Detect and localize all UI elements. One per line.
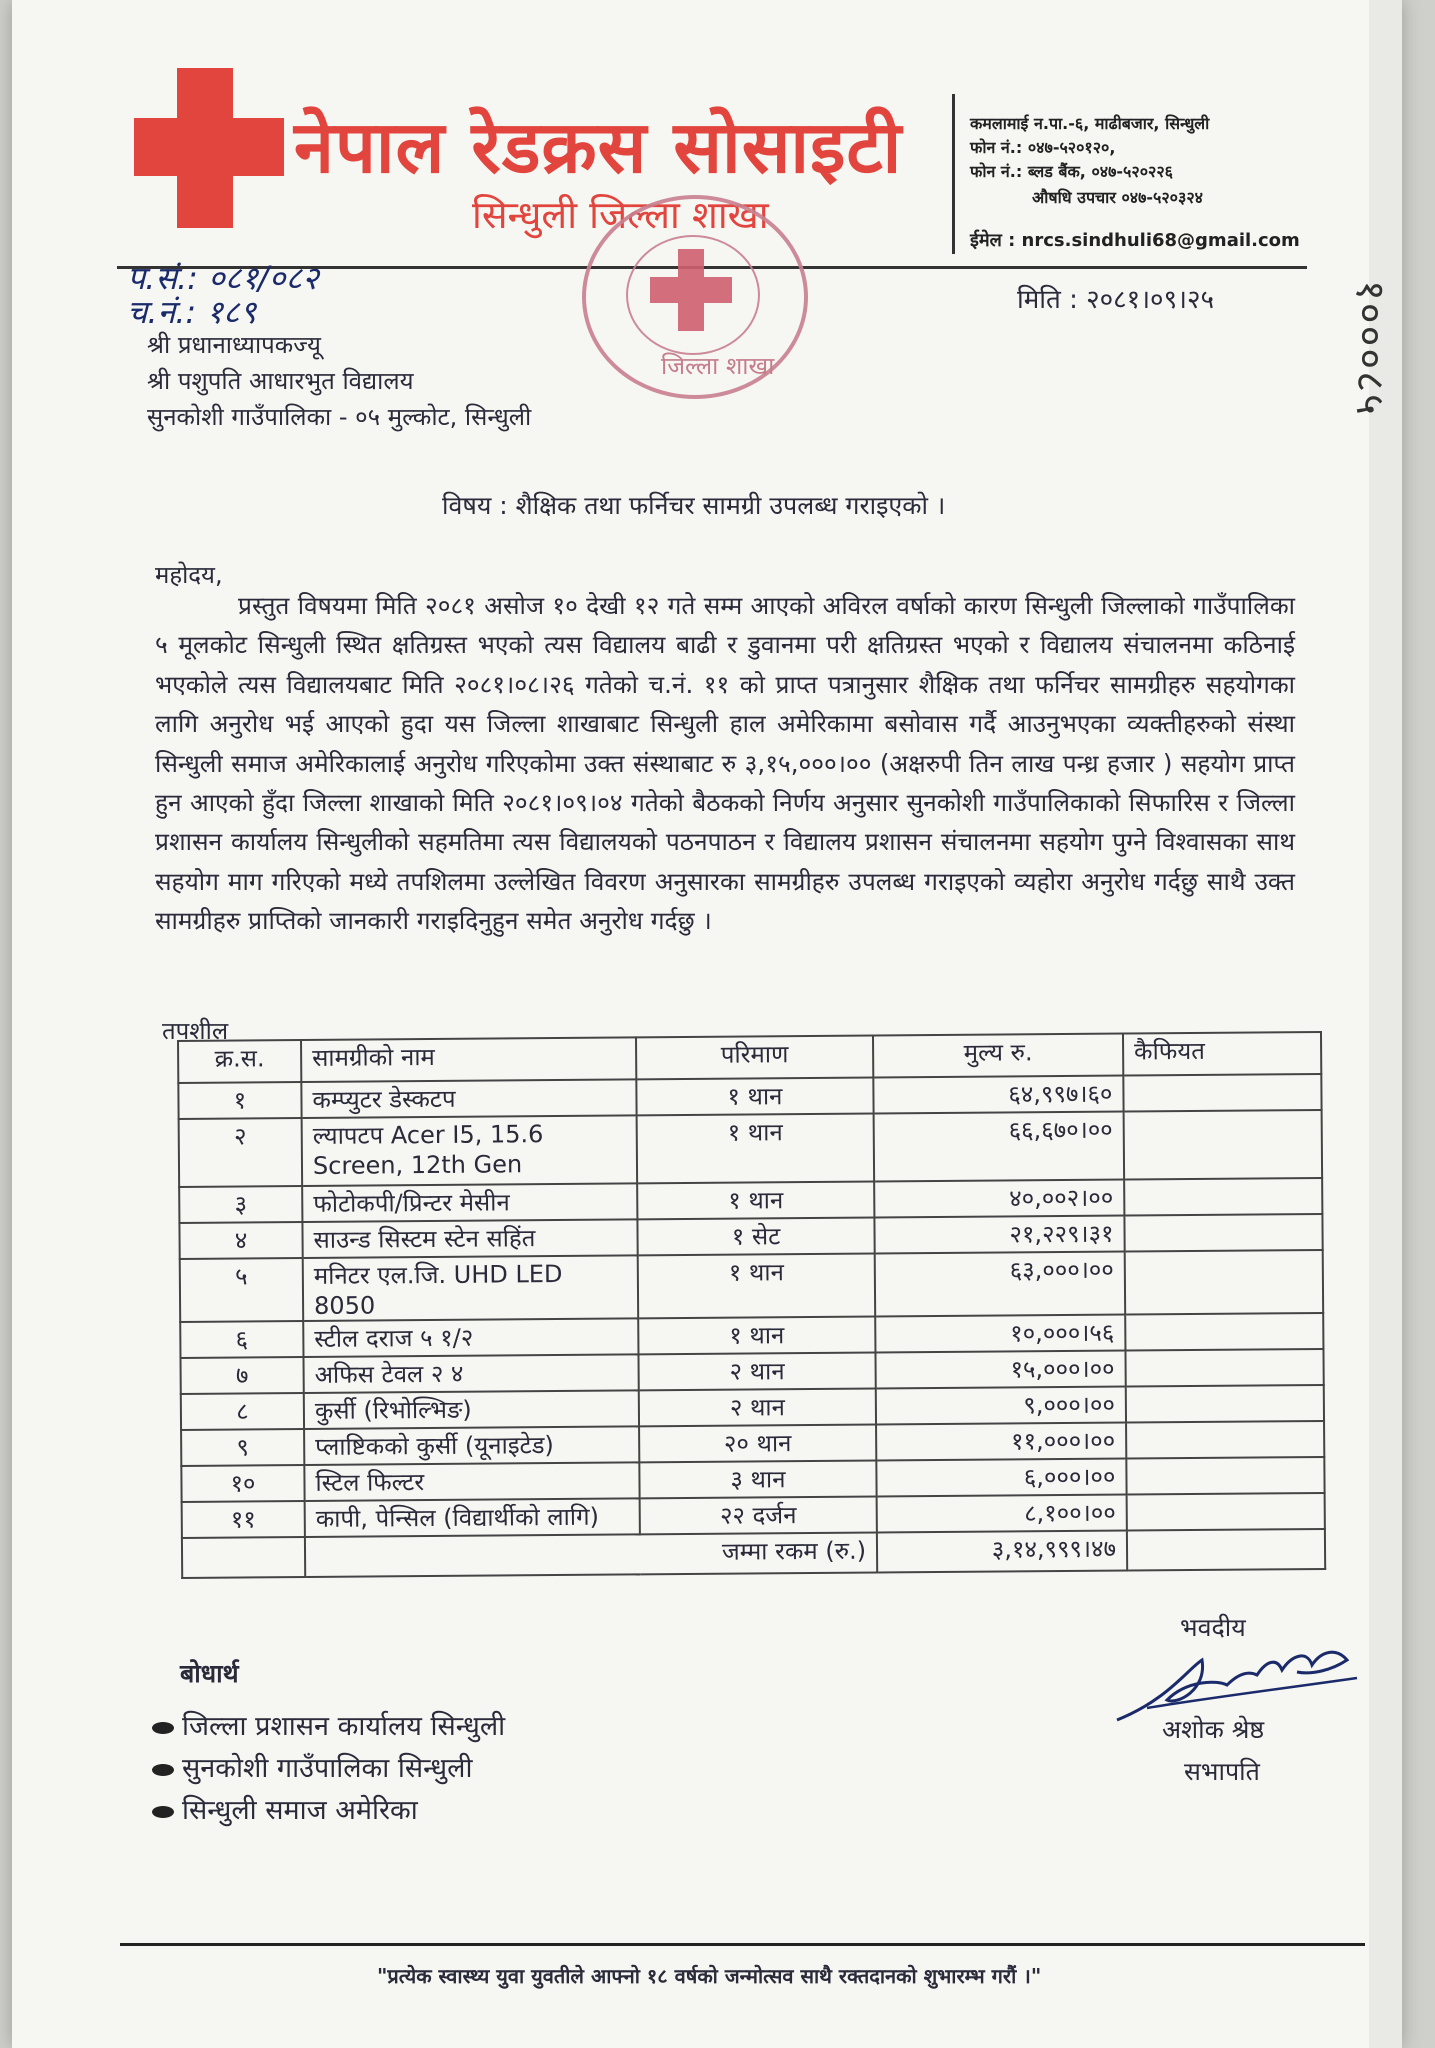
contact-address: कमलामाई न.पा.-६, माढीबजार, सिन्धुली [970, 114, 1210, 133]
cell-item-name: स्टिल फिल्टर [304, 1462, 639, 1501]
col-remarks: कैफियत [1123, 1032, 1321, 1076]
cell-serial: ५ [180, 1258, 303, 1322]
cell-item-name: मनिटर एल.जि. UHD LED 8050 [303, 1255, 638, 1321]
contact-email: ईमेल : nrcs.sindhuli68@gmail.com [970, 230, 1300, 251]
cell-price: ११,०००।०० [876, 1423, 1126, 1461]
cell-quantity: २२ दर्जन [640, 1497, 877, 1535]
cc-title: बोधार्थ [180, 1659, 239, 1688]
col-item-name: सामग्रीको नाम [301, 1037, 636, 1082]
col-quantity: परिमाण [636, 1036, 873, 1080]
items-table [177, 1031, 1326, 1579]
red-cross-logo-bar [134, 118, 284, 176]
cell-serial: ११ [182, 1501, 305, 1538]
margin-handwritten-note: १०००८५ [1347, 280, 1393, 417]
bullet-icon [152, 1764, 174, 1776]
cell-serial: १ [178, 1082, 301, 1119]
cell-price: १५,०००।०० [875, 1351, 1125, 1389]
cell-serial: ७ [180, 1357, 303, 1394]
cc-item [152, 1790, 418, 1827]
cell-empty [182, 1537, 305, 1578]
cell-quantity: २ थान [638, 1353, 875, 1391]
letter-subject: विषय : शैक्षिक तथा फर्निचर सामग्री उपलब्ध गराइएको । [442, 491, 946, 520]
letter-body: प्रस्तुत विषयमा मिति २०८१ असोज १० देखी १२ गते सम्म आएको अविरल वर्षाको कारण सिन्धुली जिल्लाको गाउँपालिका ५ मूलकोट सिन्धुली स्थित क्षतिग्रस्त भएको त्यस विद्यालय बाढी र डुवानमा परी क्षतिग्रस्त भएको र विद्यालय संचालनमा कठिनाई भएकोले त्यस विद्यालयबाट मिति २०८१।०८।२६ गतेको च.नं. ११ को प्राप्त पत्रानुसार शैक्षिक तथा फर्निचर सामग्रीहरु सहयोगका लागि अनुरोध भई आएको हुदा यस जिल्ला शाखाबाट सिन्धुली हाल अमेरिकामा बसोवास गर्दै आउनुभएका व्यक्तीहरुको संस्था सिन्धुली समाज अमेरिकालाई अनुरोध गरिएकोमा उक्त संस्थाबाट रु ३,१५,०००।०० (अक्षरुपी तिन लाख पन्ध्र हजार ) सहयोग प्राप्त हुन आएको हुँदा जिल्ला शाखाको मिति २०८१।०९।०४ गतेको बैठकको निर्णय अनुसार सुनकोशी गाउँपालिकाको सिफारिस र जिल्ला प्रशासन कार्यालय सिन्धुलीको सहमतिमा त्यस विद्यालयको पठनपाठन र विद्यालय प्रशासन संचालनमा सहयोग पुग्ने विश्वासका साथ सहयोग माग गरिएको मध्ये तपशिलमा उल्लेखित विवरण अनुसारका सामग्रीहरु उपलब्ध गराइएको व्यहोरा अनुरोध गर्दछु साथै उक्त सामग्रीहरु प्राप्तिको जानकारी गराइदिनुहुन समेत अनुरोध गर्दछु । [155, 591, 1295, 936]
salutation: महोदय, [155, 561, 223, 589]
signer-name: अशोक श्रेष्ठ [1162, 1715, 1265, 1744]
table-row [179, 1110, 1322, 1187]
cc-item [152, 1706, 505, 1743]
header-divider [952, 94, 955, 254]
cell-serial: १० [181, 1465, 304, 1502]
footer-slogan: "प्रत्येक स्वास्थ्य युवा युवतीले आफ्नो १८ वर्षको जन्मोत्सव साथै रक्तदानको शुभारम्भ गरौं ।" [377, 1964, 1042, 1988]
cell-item-name: कम्प्युटर डेस्कटप [301, 1079, 636, 1118]
cell-remarks [1123, 1074, 1321, 1112]
cell-price: २१,२२९।३१ [874, 1216, 1124, 1254]
cell-empty [1127, 1529, 1325, 1571]
cell-price: ६३,०००।०० [875, 1252, 1125, 1317]
cell-quantity: १ थान [637, 1182, 874, 1220]
cell-serial: ६ [180, 1321, 303, 1358]
letter-sheet [12, 0, 1402, 2048]
table-caption: तपशील [162, 1017, 229, 1045]
cell-quantity: २ थान [639, 1389, 876, 1427]
letter-date: मिति : २०८१।०९।२५ [1017, 285, 1214, 315]
cell-item-name: अफिस टेवल २ ४ [303, 1354, 638, 1393]
reference-number: प.सं.: ०८१/०८२ [127, 259, 319, 297]
recipient-line: श्री प्रधानाध्यापकज्यू [147, 331, 321, 359]
cell-quantity: १ सेट [637, 1218, 874, 1256]
total-value: ३,१४,९९९।४७ [877, 1531, 1127, 1573]
cc-item-text: जिल्ला प्रशासन कार्यालय सिन्धुली [182, 1711, 506, 1742]
cell-serial: ९ [181, 1429, 304, 1466]
cell-quantity: १ थान [636, 1078, 873, 1116]
cell-item-name: फोटोकपी/प्रिन्टर मेसीन [302, 1183, 637, 1222]
cell-remarks [1124, 1178, 1322, 1216]
cell-remarks [1124, 1214, 1322, 1252]
bullet-icon [152, 1722, 174, 1734]
col-price: मुल्य रु. [873, 1034, 1123, 1078]
cell-quantity: १ थान [638, 1254, 875, 1319]
organization-name: नेपाल रेडक्रस सोसाइटी [294, 105, 903, 189]
cell-price: ४०,००२।०० [874, 1180, 1124, 1218]
cell-remarks [1125, 1313, 1323, 1351]
cell-item-name: साउन्ड सिस्टम स्टेन सहिंत [302, 1219, 637, 1258]
dispatch-number: च.नं.: १८९ [127, 293, 257, 331]
cc-item [152, 1748, 472, 1785]
cell-serial: ३ [179, 1186, 302, 1223]
closing: भवदीय [1180, 1613, 1246, 1642]
cc-item-text: सिन्धुली समाज अमेरिका [182, 1795, 418, 1826]
office-stamp [582, 195, 808, 399]
cell-remarks [1126, 1421, 1324, 1459]
contact-blood-bank: फोन नं.: ब्लड बैंक, ०४७-५२०२२६ [970, 162, 1173, 181]
cell-remarks [1124, 1110, 1323, 1180]
contact-medicine: औषधि उपचार ०४७-५२०३२४ [1032, 188, 1203, 207]
cell-price: ६६,६७०।०० [874, 1112, 1125, 1182]
cell-serial: २ [179, 1118, 303, 1187]
cell-remarks [1126, 1457, 1324, 1495]
total-label: जम्मा रकम (रु.) [305, 1533, 877, 1577]
cell-quantity: २० थान [639, 1425, 876, 1463]
cell-remarks [1125, 1250, 1323, 1315]
cell-item-name: ल्यापटप Acer I5, 15.6 Screen, 12th Gen [302, 1115, 638, 1186]
bullet-icon [152, 1806, 174, 1818]
table-total-row [182, 1529, 1325, 1578]
stamp-text: जिल्ला शाखा [661, 352, 775, 380]
cell-serial: ८ [181, 1393, 304, 1430]
cell-price: ९,०००।०० [876, 1387, 1126, 1425]
recipient-line: श्री पशुपति आधारभुत विद्यालय [147, 367, 414, 395]
branch-name: सिन्धुली जिल्ला शाखा [472, 193, 769, 237]
cell-item-name: स्टील दराज ५ १/२ [303, 1318, 638, 1357]
cell-remarks [1126, 1385, 1324, 1423]
cell-quantity: ३ थान [639, 1461, 876, 1499]
cell-price: १०,०००।५६ [875, 1315, 1125, 1353]
recipient-line: सुनकोशी गाउँपालिका - ०५ मुल्कोट, सिन्धुली [147, 403, 532, 431]
cell-remarks [1125, 1349, 1323, 1387]
table-row [180, 1250, 1323, 1322]
cell-serial: ४ [179, 1222, 302, 1259]
cell-quantity: १ थान [638, 1317, 875, 1355]
cell-price: ८,१००।०० [877, 1495, 1127, 1533]
cell-item-name: कुर्सी (रिभोल्भिङ) [304, 1390, 639, 1429]
col-serial: क्र.स. [178, 1040, 301, 1083]
cell-price: ६,०००।०० [876, 1459, 1126, 1497]
signer-title: सभापति [1184, 1757, 1260, 1786]
cell-quantity: १ थान [637, 1114, 875, 1184]
cell-item-name: प्लाष्टिकको कुर्सी (यूनाइटेड) [304, 1426, 639, 1465]
cell-price: ६४,९९७।६० [873, 1076, 1123, 1114]
cell-item-name: कापी, पेन्सिल (विद्यार्थीको लागि) [305, 1498, 640, 1537]
stamp-cross-bar [650, 277, 732, 303]
footer-rule [120, 1943, 1365, 1946]
cc-item-text: सुनकोशी गाउँपालिका सिन्धुली [182, 1753, 473, 1784]
contact-phone: फोन नं.: ०४७-५२०१२०, [970, 138, 1116, 157]
cell-remarks [1127, 1493, 1325, 1531]
